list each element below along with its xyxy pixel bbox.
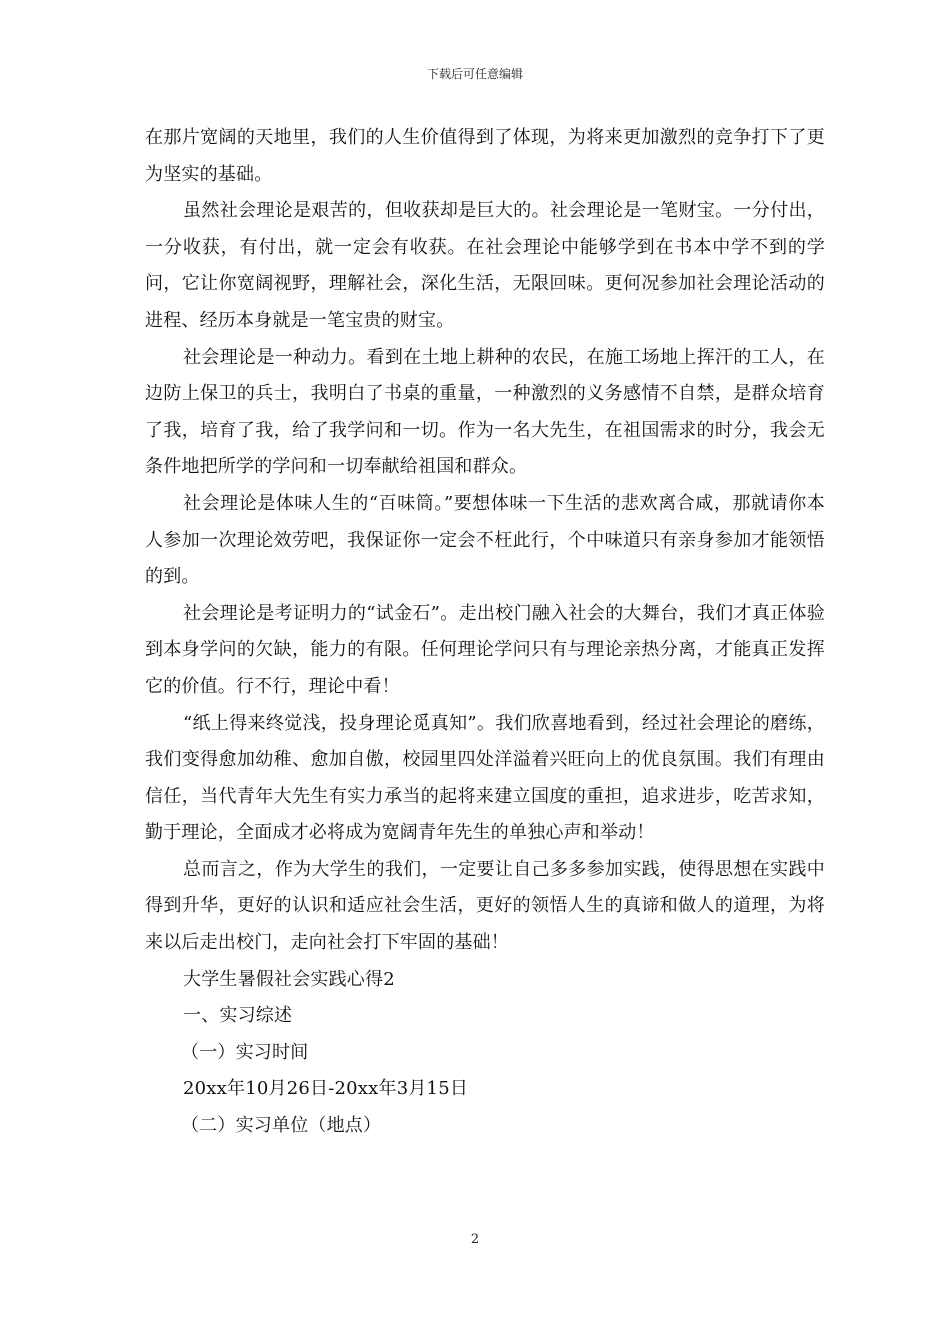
paragraph-conclusion: 总而言之，作为大学生的我们，一定要让自己多多参加实践，使得思想在实践中得到升华，更好的认识和适应社会生活，更好的领悟人生的真谛和做人的道理，为将来以后走出校门，走向社会打下牢固的基础！ (145, 858, 825, 954)
paragraph-touchstone: 社会理论是考证明力的“试金石”。走出校门融入社会的大舞台，我们才真正体验到本身学问的欠缺，能力的有限。任何理论学问只有与理论亲热分离，才能真正发挥它的价值。行不行，理论中看！ (145, 602, 825, 697)
subheading-internship-unit: （二）实习单位（地点） (181, 1115, 382, 1137)
paragraph-flavors: 社会理论是体味人生的“百味筒。”要想体味一下生活的悲欢离合咸，那就请你本人参加一次理论效劳吧，我保证你一定会不枉此行，个中味道只有亲身参加才能领悟的到。 (145, 492, 825, 588)
paragraph-harvest: 虽然社会理论是艰苦的，但收获却是巨大的。社会理论是一笔财宝。一分付出，一分收获，有付出，就一定会有收获。在社会理论中能够学到在书本中学不到的学问，它让你宽阔视野，理解社会，深化生活，无限回味。更何况参加社会理论活动的进程、经历本身就是一笔宝贵的财宝。 (145, 200, 825, 331)
internship-dates: 20xx年10月26日-20xx年3月15日 (183, 1078, 469, 1100)
paragraph-true-knowledge: “纸上得来终觉浅，投身理论觅真知”。我们欣喜地看到，经过社会理论的磨练，我们变得愈加幼稚、愈加自傲，校园里四处洋溢着兴旺向上的优良氛围。我们有理由信任，当代青年大先生有实力承当的起将来建立国度的重担，追求进步，吃苦求知，勤于理论，全面成才必将成为宽阔青年先生的单独心声和举动！ (145, 712, 825, 844)
paragraph-motivation: 社会理论是一种动力。看到在土地上耕种的农民，在施工场地上挥汗的工人，在边防上保卫的兵士，我明白了书桌的重量，一种激烈的义务感情不自禁，是群众培育了我，培育了我，给了我学问和一切。作为一名大先生，在祖国需求的时分，我会无条件地把所学的学问和一切奉献给祖国和群众。 (145, 346, 825, 478)
page-number: 2 (470, 1232, 480, 1247)
subheading-internship-time: （一）实习时间 (181, 1041, 309, 1063)
section-title: 大学生暑假社会实践心得2 (183, 968, 395, 990)
document-body (145, 120, 825, 1145)
page-header-note: 下载后可任意编辑 (426, 67, 523, 81)
paragraph-continued: 在那片宽阔的天地里，我们的人生价值得到了体现，为将来更加激烈的竞争打下了更为坚实的基础。 (145, 127, 825, 185)
section-heading-overview: 一、实习综述 (183, 1005, 293, 1027)
